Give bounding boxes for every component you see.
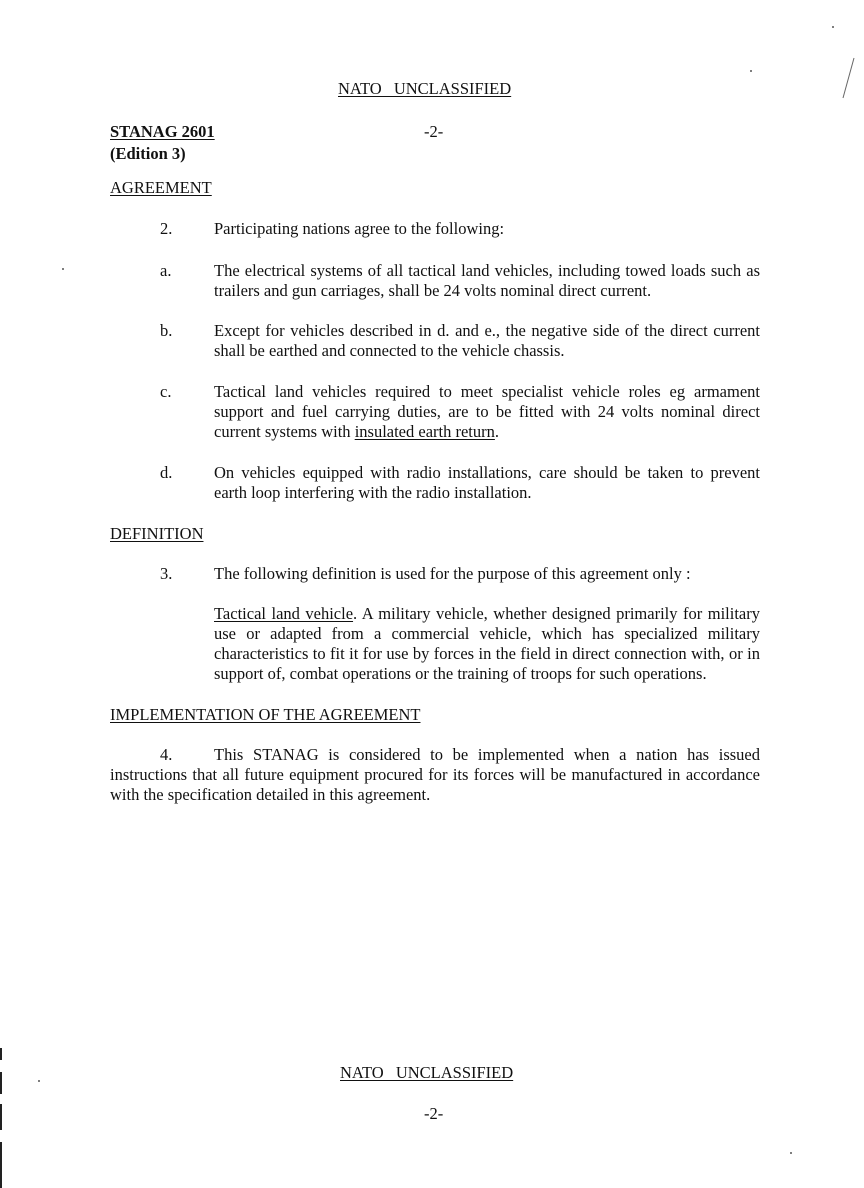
item-d-text: On vehicles equipped with radio installations, care should be taken to prevent earth loop interfering with the radio installation. <box>214 463 760 502</box>
paragraph-4 <box>110 745 760 805</box>
scan-edge-mark <box>0 1048 2 1060</box>
item-c-text <box>214 382 760 442</box>
paragraph-2-text: Participating nations agree to the following: <box>214 219 505 238</box>
scan-speck <box>790 1152 792 1154</box>
paragraph-number-3: 3. <box>160 564 173 583</box>
scan-edge-mark <box>0 1072 2 1094</box>
header-classification: NATO UNCLASSIFIED <box>338 79 512 98</box>
footer-classification: NATO UNCLASSIFIED <box>340 1063 514 1082</box>
scan-speck <box>62 268 64 270</box>
paragraph-3-text: The following definition is used for the purpose of this agreement only : <box>214 564 691 583</box>
item-b-label: b. <box>160 321 173 340</box>
page-number-top: -2- <box>424 122 444 141</box>
scan-edge-mark <box>0 1142 2 1188</box>
implementation-heading: IMPLEMENTATION OF THE AGREEMENT <box>110 705 421 724</box>
scan-speck <box>750 70 752 72</box>
item-d-label: d. <box>160 463 173 482</box>
agreement-heading: AGREEMENT <box>110 178 212 197</box>
paragraph-number-2: 2. <box>160 219 173 238</box>
edition-label: (Edition 3) <box>110 144 186 163</box>
page-number-bottom: -2- <box>424 1104 444 1123</box>
item-a-label: a. <box>160 261 172 280</box>
item-c-text-after: . <box>494 422 500 441</box>
insulated-earth-return-term: insulated earth return <box>354 422 495 441</box>
item-c-label: c. <box>160 382 172 401</box>
definition-heading: DEFINITION <box>110 524 204 543</box>
paragraph-number-4: 4. <box>160 745 173 764</box>
item-c-text-before: Tactical land vehicles required to meet specialist vehicle roles eg armament support and fuel carrying duties, are to be fitted with 24 volts nominal direct current systems with <box>214 382 760 441</box>
paragraph-4-text: This STANAG is considered to be implemented when a nation has issued instructions that all future equipment procured for its forces will be manufactured in accordance with the specification detailed in this agreement. <box>110 745 760 804</box>
definition-text <box>214 604 760 684</box>
scan-speck <box>832 26 834 28</box>
scan-edge-mark <box>0 1104 2 1130</box>
scan-mark <box>838 56 858 102</box>
defined-term: Tactical land vehicle <box>214 604 354 623</box>
item-b-text: Except for vehicles described in d. and e., the negative side of the direct current shall be earthed and connected to the vehicle chassis. <box>214 321 760 360</box>
stanag-number: STANAG 2601 <box>110 122 215 141</box>
scan-speck <box>38 1080 40 1082</box>
item-a-text: The electrical systems of all tactical land vehicles, including towed loads such as trailers and gun carriages, shall be 24 volts nominal direct current. <box>214 261 760 300</box>
definition-body: . A military vehicle, whether designed primarily for military use or adapted from a commercial vehicle, which has specialized military characteristics to fit it for use by forces in the field in direct connection with, or in support of, combat operations or the training of troops for such operations. <box>214 604 760 683</box>
